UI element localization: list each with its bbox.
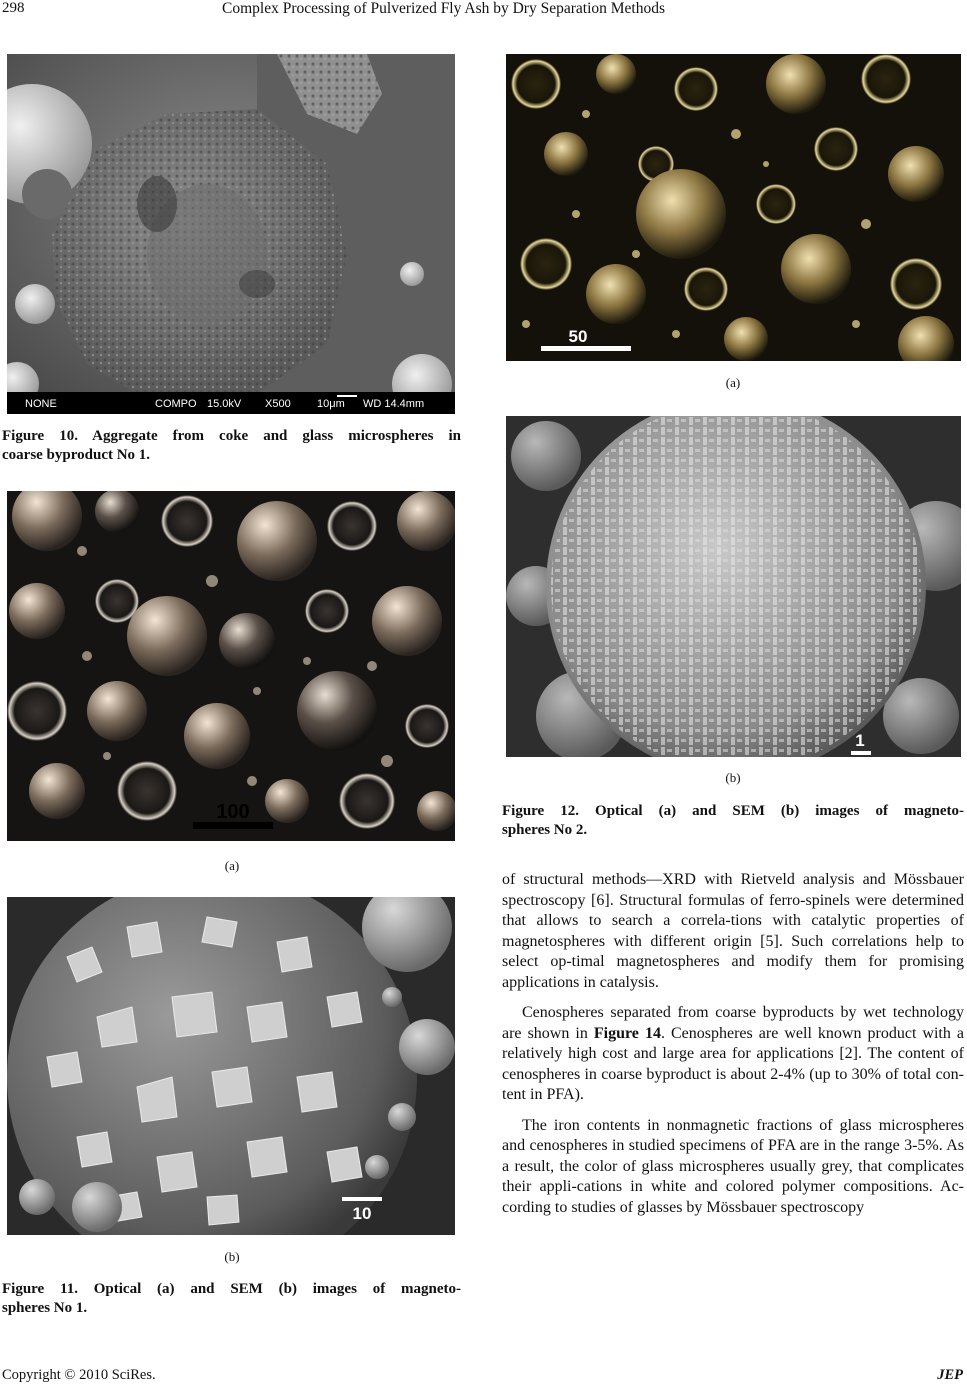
figure-11a-optical-image: [7, 491, 455, 841]
scale-bar-label: 100: [216, 801, 250, 823]
caption-line: Figure 12. Optical (a) and SEM (b) images of magneto-: [502, 803, 964, 819]
caption-line: coarse byproduct No 1.: [2, 447, 151, 463]
copyright-notice: Copyright © 2010 SciRes.: [2, 1367, 156, 1383]
figure-12a-optical-image: [506, 54, 961, 361]
figure-11a-label: (a): [224, 858, 240, 873]
caption-line: Figure 11. Optical (a) and SEM (b) images of magneto-: [2, 1281, 461, 1297]
paragraph-2: [502, 1003, 964, 1106]
sem-voltage-label: 15.0kV: [207, 398, 242, 410]
caption-line: spheres No 2.: [502, 822, 588, 838]
caption-line: Figure 10. Aggregate from coke and glass microspheres in: [2, 428, 461, 444]
scale-bar-label: 10: [352, 1204, 372, 1223]
figure-10-sem-image: [7, 54, 455, 414]
paragraph-2-text-b: . Cenospheres are well known product with a relatively high cost and large area for applications [2]. The content of cenospheres in coarse byproduct is about 2-4% (up to 30% of total con-tent in PFA).: [502, 1024, 965, 1103]
figure-12b-sem-image: [506, 416, 961, 757]
scale-bar-label: 1: [855, 731, 865, 750]
figure-14-reference[interactable]: Figure 14: [593, 1024, 661, 1042]
sem-magnification-label: X500: [265, 398, 291, 410]
scale-bar-label: 50: [568, 327, 588, 346]
figure-11b-label: (b): [224, 1249, 240, 1264]
sem-detector-label: COMPO: [155, 398, 197, 410]
running-title: Complex Processing of Pulverized Fly Ash by Dry Separation Methods: [222, 0, 665, 17]
body-text: [502, 870, 964, 1228]
paragraph-1: of structural methods—XRD with Rietveld analysis and Mössbauer spectroscopy [6]. Structural formulas of ferro-spinels were determined that allows to search a correla-tions with catalytic properties of magnetospheres with different origin [5]. Such correlations help to select op-timal magnetospheres and modify them for promising applications in catalysis.: [502, 871, 964, 991]
sem-mode-label: NONE: [25, 398, 57, 410]
figure-11-caption: [2, 1280, 461, 1318]
figure-11b-sem-image: [7, 897, 455, 1235]
paragraph-2-text-a: Cenospheres separated from coarse byproducts by wet technology are shown in: [502, 1004, 964, 1042]
figure-10-caption: [2, 427, 461, 465]
paragraph-3: The iron contents in nonmagnetic fractions of glass microspheres and cenospheres in studied specimens of PFA are in the range 3-5%. As a result, the color of glass microspheres usually grey, that complicates their appli-cations in white and colored polymer compositions. Ac-cording to studies of glasses by Mössbauer spectroscopy: [502, 1116, 964, 1216]
figure-12b-label: (b): [725, 770, 741, 785]
page-number: 298: [2, 0, 25, 16]
sem-scale-label: 10μm: [317, 398, 345, 410]
sem-wd-label: WD 14.4mm: [363, 398, 425, 410]
caption-line: spheres No 1.: [2, 1300, 88, 1316]
figure-12-caption: [502, 802, 964, 840]
figure-12a-label: (a): [725, 375, 741, 390]
journal-abbreviation: JEP: [937, 1367, 963, 1383]
